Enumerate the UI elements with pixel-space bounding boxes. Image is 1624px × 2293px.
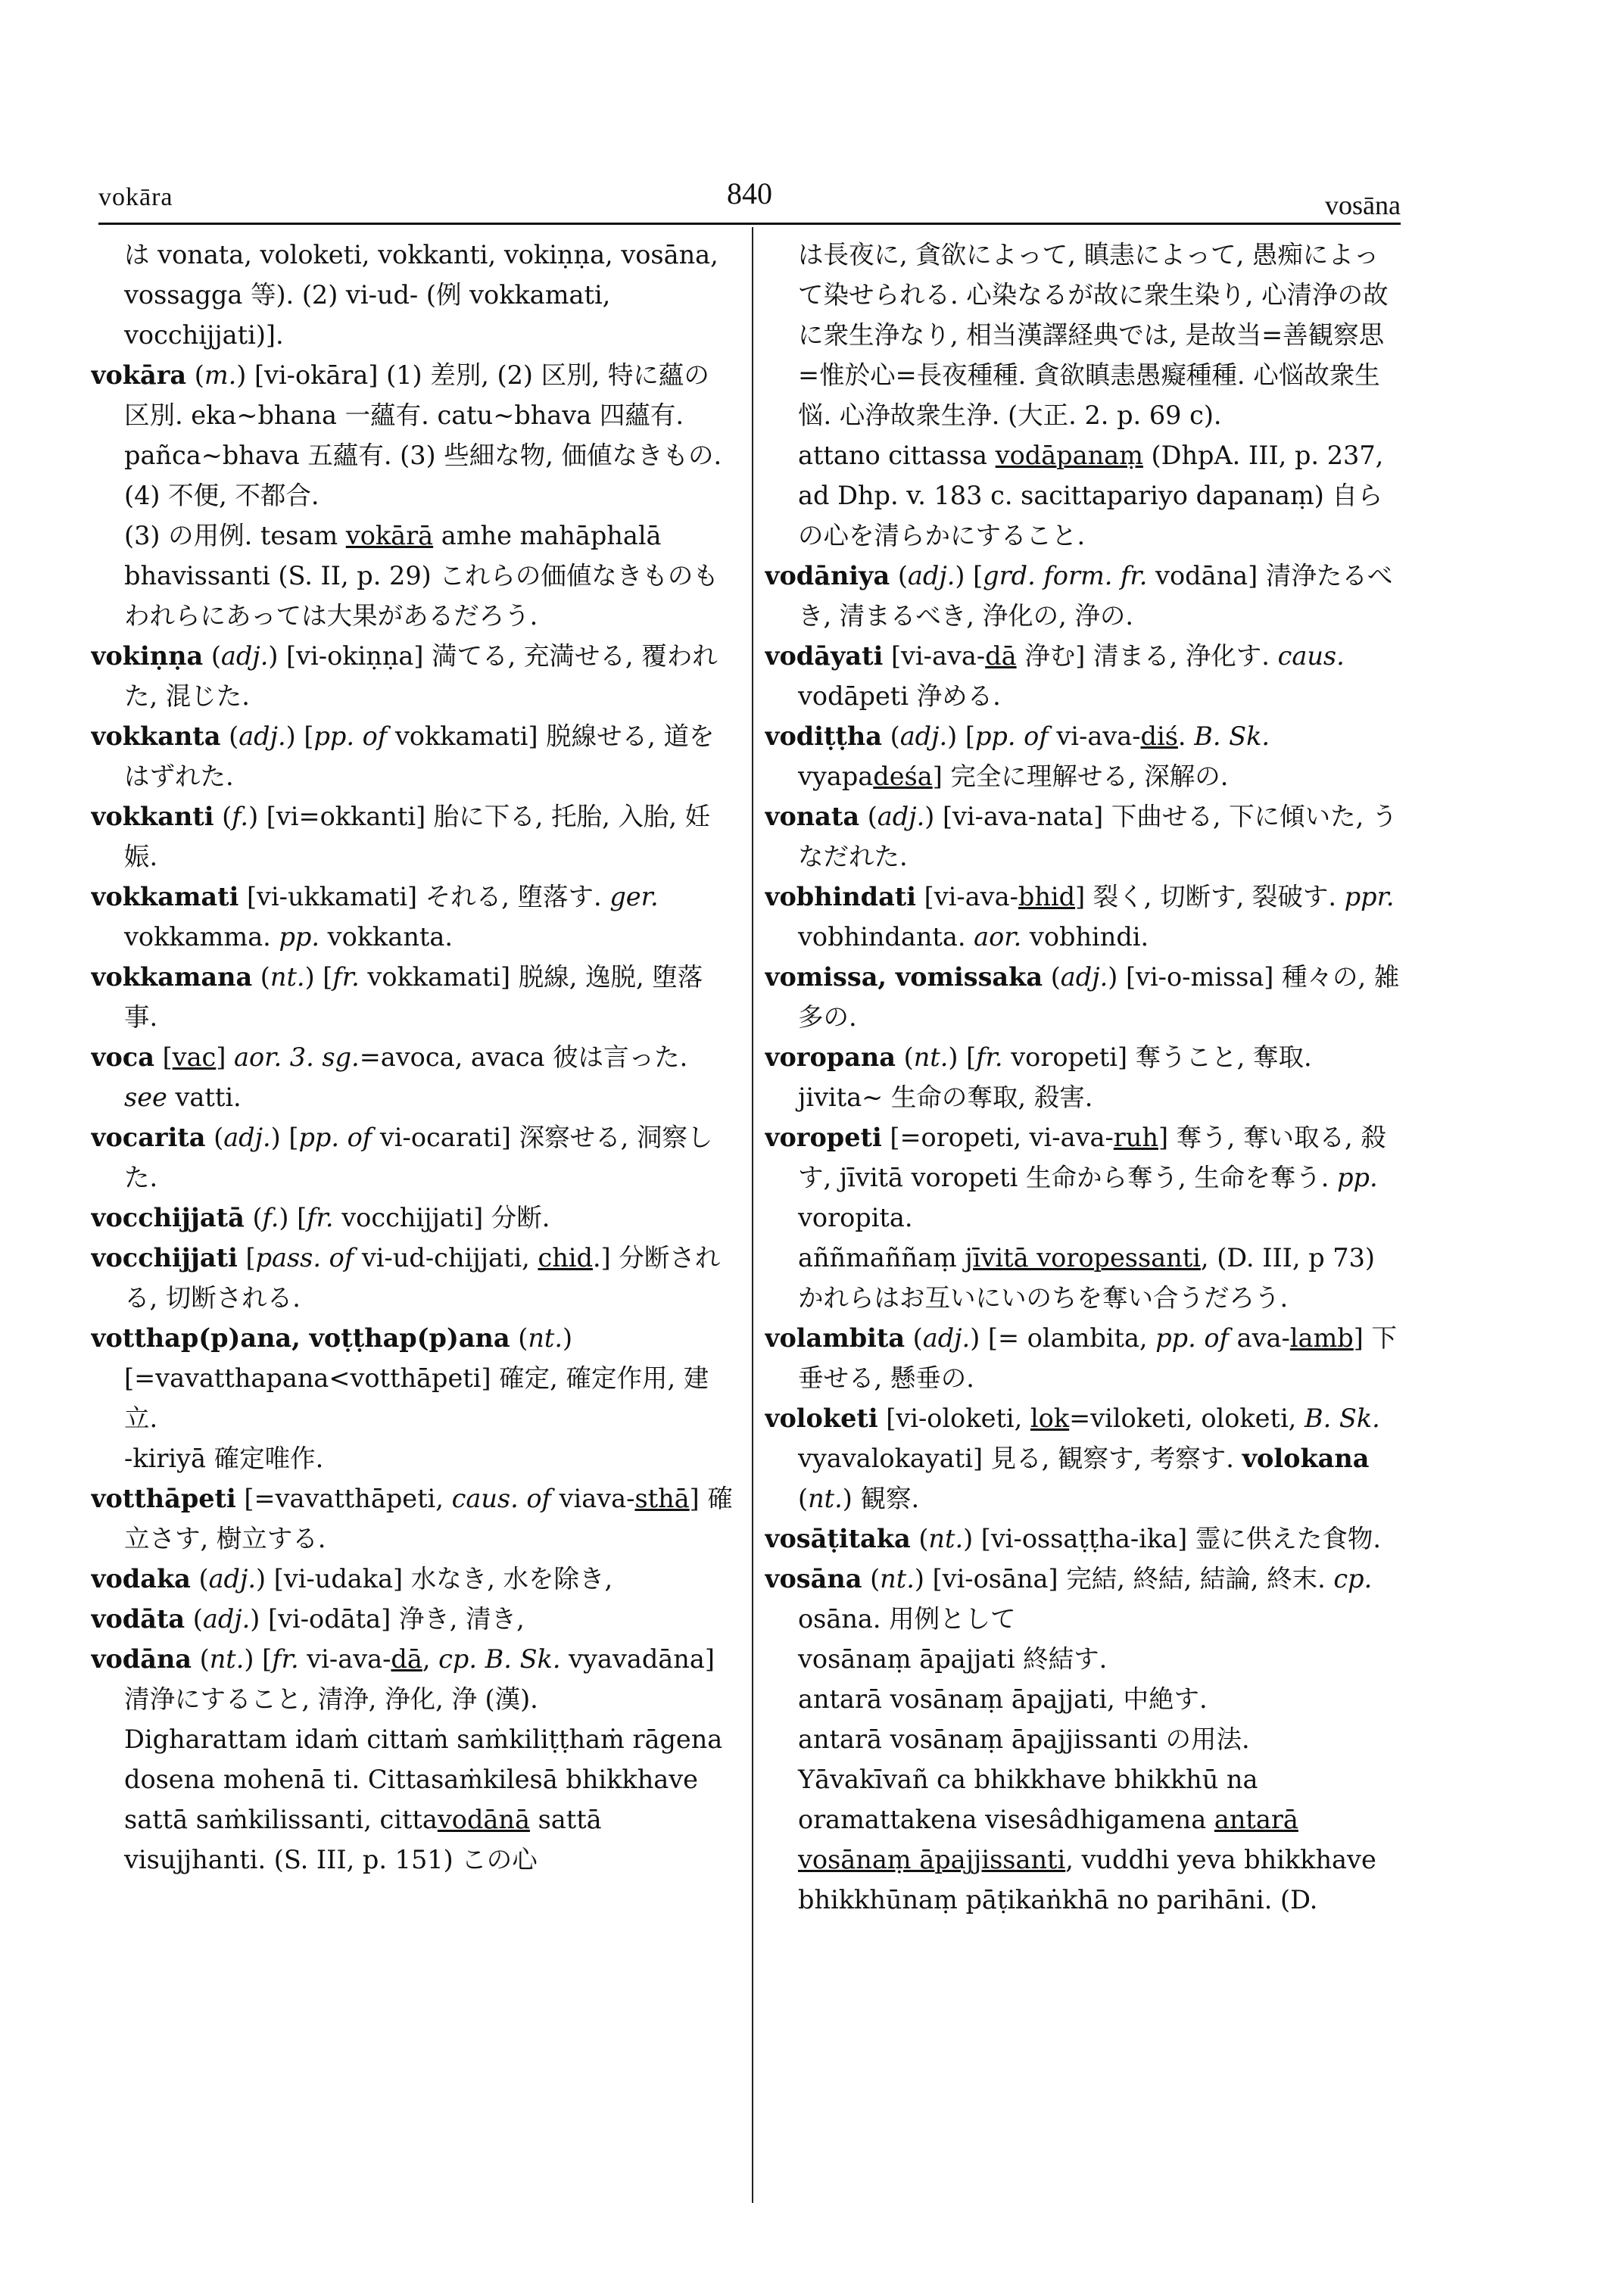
dictionary-entry: voloketi [vi-oloketi, lok=viloketi, oloketi, B. Sk. vyavalokayati] 見る, 観察す, 考察す. volokana (nt.) 観察. [765, 1404, 1380, 1513]
dictionary-entry: vokkanta (adj.) [pp. of vokkamati] 脱線せる, 道をはずれた. [91, 721, 715, 791]
dictionary-entry: vokkanti (f.) [vi=okkanti] 胎に下る, 托胎, 入胎, 妊娠. [91, 802, 711, 871]
entry-continuation: attano cittassa vodāpanaṃ (DhpA. III, p. 237, ad Dhp. v. 183 c. sacittapariyo dapanaṃ) 自らの心を清らかにすること. [798, 441, 1384, 550]
entry-continuation: Digharattam idaṁ cittaṁ saṁkiliṭṭhaṁ rāgena dosena mohenā ti. Cittasaṁkilesā bhikkhave sattā saṁkilissanti, cittavodānā sattā visujjhanti. (S. III, p. 151) この心 [124, 1724, 723, 1874]
page-header [98, 176, 1401, 221]
entry-continuation: aññmaññaṃ jīvitā voropessanti, (D. III, p 73) かれらはお互いにいのちを奪い合うだろう. [798, 1243, 1376, 1313]
dictionary-entry: vokkamana (nt.) [fr. vokkamati] 脱線, 逸脱, 堕落事. [91, 962, 703, 1032]
entry-continuation: は vonata, voloketi, vokkanti, vokiṇṇa, vosāna, vossagga 等). (2) vi-ud- (例 vokkamati, vocchijjati)]. [124, 240, 718, 350]
dictionary-entry: voropana (nt.) [fr. voropeti] 奪うこと, 奪取. jivita~ 生命の奪取, 殺害. [765, 1042, 1312, 1112]
header-guide-word-right: vosāna [1325, 190, 1401, 220]
header-guide-word-left: vokāra [98, 183, 173, 211]
header-rule [98, 223, 1401, 225]
entry-continuation: (3) の用例. tesam vokārā amhe mahāphalā bhavissanti (S. II, p. 29) これらの価値なきものもわれらにあっては大果があるだろう. [124, 521, 718, 631]
dictionary-entry: vokāra (m.) [vi-okāra] (1) 差別, (2) 区別, 特に蘊の区別. eka~bhana 一蘊有. catu~bhava 四蘊有. pañca~bhava 五蘊有. (3) 些細な物, 価値なきもの. (4) 不便, 不都合. [91, 360, 722, 510]
entry-continuation: は長夜に, 貪欲によって, 瞋恚によって, 愚痴によって染せられる. 心染なるが故に衆生染り, 心清浄の故に衆生浄なり, 相当漢譯経典では, 是故当=善観察思=惟於心=長夜種種. 貪欲瞋恚愚癡種種. 心悩故衆生悩. 心浄故衆生浄. (大正. 2. p. 69 c). [798, 240, 1389, 430]
dictionary-entry: vocchijjati [pass. of vi-ud-chijjati, chid.] 分断される, 切断される. [91, 1243, 721, 1313]
dictionary-entry: volambita (adj.) [= olambita, pp. of ava-lamb] 下垂せる, 懸垂の. [765, 1323, 1397, 1393]
entry-continuation: antarā vosānaṃ āpajjissanti の用法. [798, 1724, 1250, 1754]
page-number: 840 [727, 176, 772, 210]
dictionary-entry: votthāpeti [=vavatthāpeti, caus. of viava-sthā] 確立さす, 樹立する. [91, 1484, 733, 1553]
dictionary-entry: voropeti [=oropeti, vi-ava-ruh] 奪う, 奪い取る, 殺す, jīvitā voropeti 生命から奪う, 生命を奪う. pp. voropita. [765, 1123, 1386, 1232]
dictionary-entry: voca [vac] aor. 3. sg.=avoca, avaca 彼は言った. see vatti. [91, 1042, 688, 1112]
dictionary-entry: votthap(p)ana, voṭṭhap(p)ana (nt.) [=vavatthapana<votthāpeti] 確定, 確定作用, 建立. [91, 1323, 709, 1433]
dictionary-entry: vocchijjatā (f.) [fr. vocchijjati] 分断. [91, 1203, 550, 1232]
entry-continuation: -kiriyā 確定唯作. [124, 1444, 324, 1473]
dictionary-entry: vokiṇṇa (adj.) [vi-okiṇṇa] 満てる, 充満せる, 覆われた, 混じた. [91, 641, 718, 711]
dictionary-entry: vodāniya (adj.) [grd. form. fr. vodāna] 清浄たるべき, 清まるべき, 浄化の, 浄の. [765, 561, 1393, 631]
dictionary-entry: vodāta (adj.) [vi-odāta] 浄き, 清き, [91, 1604, 525, 1634]
dictionary-entry: vocarita (adj.) [pp. of vi-ocarati] 深察せる, 洞察した. [91, 1123, 713, 1192]
entry-continuation: vosānaṃ āpajjati 終結す. [798, 1644, 1108, 1674]
dictionary-entry: vokkamati [vi-ukkamati] それる, 堕落す. ger. vokkamma. pp. vokkanta. [91, 882, 659, 952]
dictionary-entry: vosāna (nt.) [vi-osāna] 完結, 終結, 結論, 終末. cp. osāna. 用例として [765, 1564, 1373, 1634]
dictionary-entry: vodaka (adj.) [vi-udaka] 水なき, 水を除き, [91, 1564, 613, 1594]
dictionary-entry: vomissa, vomissaka (adj.) [vi-o-missa] 種々の, 雑多の. [765, 962, 1400, 1032]
dictionary-entry: vobhindati [vi-ava-bhid] 裂く, 切断す, 裂破す. ppr. vobhindanta. aor. vobhindi. [765, 882, 1395, 952]
dictionary-entry: vosāṭitaka (nt.) [vi-ossaṭṭha-ika] 霊に供えた食物. [765, 1524, 1382, 1553]
dictionary-entry: vonata (adj.) [vi-ava-nata] 下曲せる, 下に傾いた, うなだれた. [765, 802, 1398, 871]
left-column [91, 235, 734, 2203]
dictionary-entry: vodiṭṭha (adj.) [pp. of vi-ava-diś. B. Sk. vyapadeśa] 完全に理解せる, 深解の. [765, 721, 1270, 791]
column-divider [752, 227, 753, 2203]
dictionary-entry: vodāna (nt.) [fr. vi-ava-dā, cp. B. Sk. vyavadāna] 清浄にすること, 清浄, 浄化, 浄 (漢). [91, 1644, 715, 1714]
entry-continuation: Yāvakīvañ ca bhikkhave bhikkhū na oramattakena visesâdhigamena antarā vosānaṃ āpajjissanti, vuddhi yeva bhikkhave bhikkhūnaṃ pāṭikaṅkhā no parihāni. (D. [798, 1765, 1376, 1914]
dictionary-entry: vodāyati [vi-ava-dā 浄む] 清まる, 浄化す. caus. vodāpeti 浄める. [765, 641, 1345, 711]
right-column [765, 235, 1401, 2203]
entry-continuation: antarā vosānaṃ āpajjati, 中絶す. [798, 1684, 1208, 1714]
